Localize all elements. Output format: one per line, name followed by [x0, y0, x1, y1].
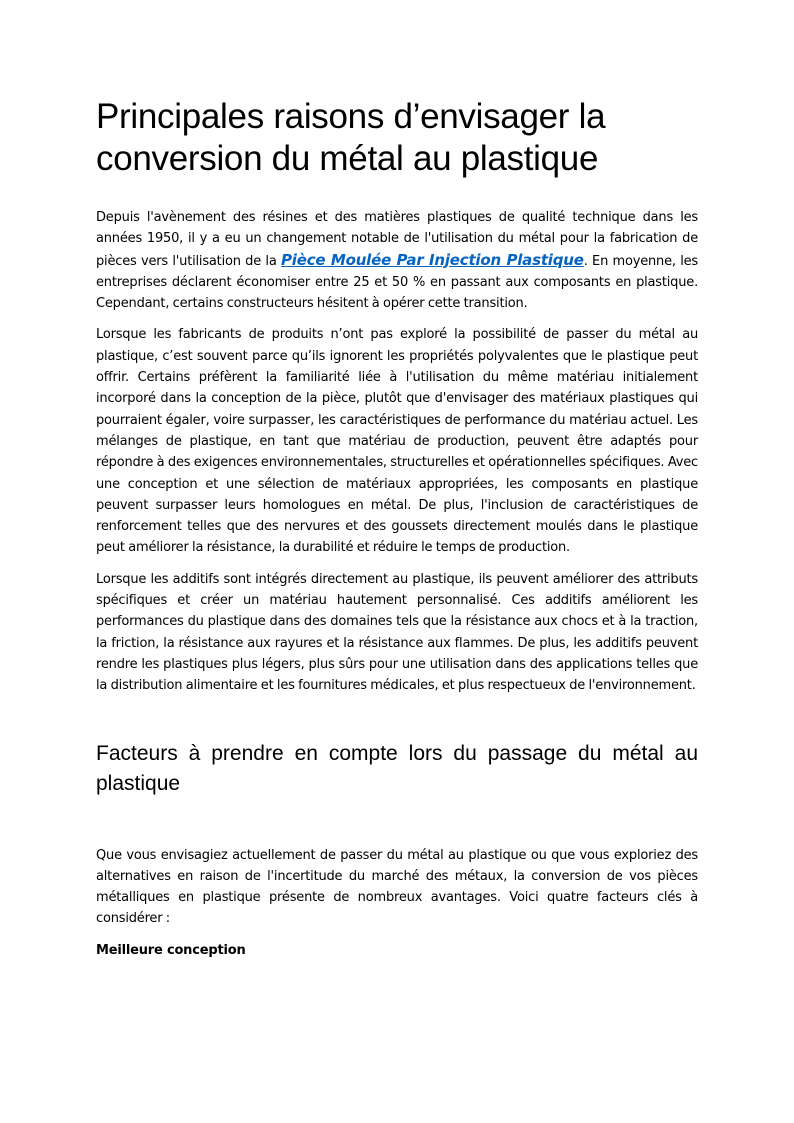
intro-text-before-link: Depuis l'avènement des résines et des matières plastiques de qualité technique dans les années 1950, il y a eu un changement notable de l'utilisation du métal pour la fabrication de pièces vers l'utilisation de la [96, 210, 698, 269]
intro-paragraph [96, 207, 698, 314]
subheading-better-design: Meilleure conception [96, 942, 246, 958]
document-content [96, 96, 698, 961]
body-paragraph-4: Que vous envisagiez actuellement de passer du métal au plastique ou que vous exploriez des alternatives en raison de l'incertitude du marché des métaux, la conversion de vos pièces métalliques en plastique présente de nombreux avantages. Voici quatre facteurs clés à considérer : [96, 847, 698, 927]
injection-molding-link[interactable]: Pièce Moulée Par Injection Plastique [281, 250, 584, 269]
section-heading: Facteurs à prendre en compte lors du passage du métal au plastique [96, 741, 698, 795]
intro-text-after-link: . En moyenne, les entreprises déclarent économiser entre 25 et 50 % en passant aux composants en plastique. Cependant, certains constructeurs hésitent à opérer cette transition. [96, 253, 699, 312]
page-title: Principales raisons d’envisager la conversion du métal au plastique [96, 97, 606, 178]
body-paragraph-3: Lorsque les additifs sont intégrés directement au plastique, ils peuvent améliorer des attributs spécifiques et créer un matériau hautement personnalisé. Ces additifs améliorent les performances du plastique dans des domaines tels que la résistance aux chocs et à la traction, la friction, la résistance aux rayures et la résistance aux flammes. De plus, les additifs peuvent rendre les plastiques plus légers, plus sûrs pour une utilisation dans des applications telles que la distribution alimentaire et les fournitures médicales, et plus respectueux de l'environnement. [96, 571, 698, 694]
body-paragraph-2: Lorsque les fabricants de produits n’ont pas exploré la possibilité de passer du métal au plastique, c’est souvent parce qu’ils ignorent les propriétés polyvalentes que le plastique peut offrir. Certains préfèrent la familiarité liée à l'utilisation du même matériau initialement incorporé dans la conception de la pièce, plutôt que d'envisager des matériaux plastiques qui pourraient égaler, voire surpasser, les caractéristiques de performance du matériau actuel. Les mélanges de plastique, en tant que matériau de production, peuvent être adaptés pour répondre à des exigences environnementales, structurelles et opérationnelles spécifiques. Avec une conception et une sélection de matériaux appropriées, les composants en plastique peuvent surpasser leurs homologues en métal. De plus, l'inclusion de caractéristiques de renforcement telles que des nervures et des goussets directement moulés dans le plastique peut améliorer la résistance, la durabilité et réduire le temps de production. [96, 327, 698, 556]
